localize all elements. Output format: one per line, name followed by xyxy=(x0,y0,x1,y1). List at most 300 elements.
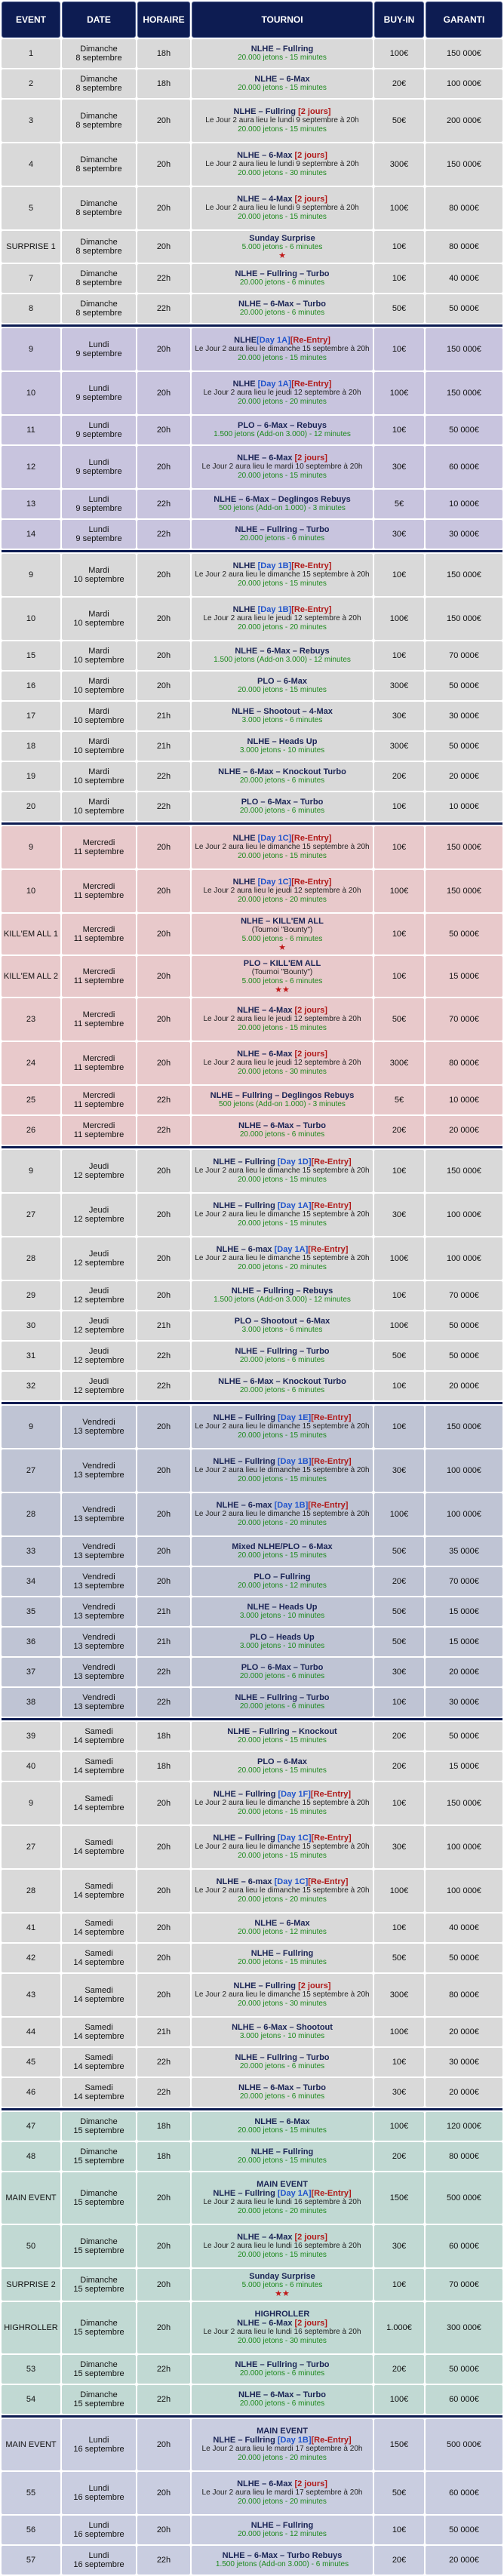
tournament-note: Le Jour 2 aura lieu le dimanche 15 septembre à 20h xyxy=(195,1843,370,1851)
tournament-cell xyxy=(192,554,373,596)
table-row xyxy=(2,39,502,68)
date-month: 15 septembre xyxy=(73,2246,124,2255)
buyin-cell: 30€ xyxy=(374,520,424,549)
date-month: 13 septembre xyxy=(73,1551,124,1560)
tournament-format: NLHE – 6-Max xyxy=(237,2319,295,2328)
date-cell xyxy=(62,2112,136,2141)
time-cell: 22h xyxy=(137,1688,190,1717)
tournament-name xyxy=(195,677,370,686)
time-cell: 21h xyxy=(137,1311,190,1340)
time-cell: 20h xyxy=(137,1493,190,1535)
tournament-cell xyxy=(192,294,373,323)
header-buyin: BUY-IN xyxy=(374,2,424,38)
tournament-format: NLHE – 4-Max xyxy=(237,1006,295,1015)
date-cell xyxy=(62,1914,136,1942)
table-row xyxy=(2,520,502,549)
tournament-note: Le Jour 2 aura lieu le dimanche 15 septembre à 20h xyxy=(195,1510,370,1518)
event-cell: 33 xyxy=(2,1537,60,1566)
tournament-format: NLHE – KILL'EM ALL xyxy=(241,916,324,926)
date-cell xyxy=(62,69,136,98)
date-month: 9 septembre xyxy=(75,504,122,513)
date-month: 14 septembre xyxy=(73,1928,124,1937)
buyin-cell: 1.000€ xyxy=(374,2302,424,2353)
date-day: Dimanche xyxy=(80,269,118,278)
date-month: 12 septembre xyxy=(73,1386,124,1395)
date-month: 13 septembre xyxy=(73,1514,124,1523)
date-month: 13 septembre xyxy=(73,1672,124,1681)
date-day: Mercredi xyxy=(82,882,115,891)
tournament-name xyxy=(195,300,370,309)
tournament-format: NLHE – Fullring xyxy=(213,1790,278,1799)
day-label: [Day 1C] xyxy=(257,878,292,887)
garanti-cell: 150 000€ xyxy=(426,826,502,868)
schedule-body xyxy=(2,39,502,2574)
date-cell xyxy=(62,490,136,518)
table-row xyxy=(2,2516,502,2544)
tournament-format: NLHE – 6-Max – Shootout xyxy=(232,2023,333,2032)
table-row xyxy=(2,702,502,730)
stack-info: 20.000 jetons - 12 minutes xyxy=(238,2530,327,2538)
event-cell: 54 xyxy=(2,2385,60,2414)
day-label: [Day 1A] xyxy=(277,1201,312,1210)
event-cell: 34 xyxy=(2,1567,60,1596)
stack-info: 20.000 jetons - 20 minutes xyxy=(238,398,327,406)
tournament-name xyxy=(195,45,370,54)
table-row xyxy=(2,1086,502,1114)
time-cell: 20h xyxy=(137,1567,190,1596)
table-row xyxy=(2,328,502,370)
reentry-label: [2 jours] xyxy=(294,195,327,204)
garanti-cell: 30 000€ xyxy=(426,520,502,549)
tournament-cell xyxy=(192,2018,373,2046)
time-cell: 20h xyxy=(137,554,190,596)
tournament-cell xyxy=(192,1688,373,1717)
garanti-cell: 150 000€ xyxy=(426,870,502,912)
reentry-label: [Re-Entry] xyxy=(291,561,332,570)
date-day: Mardi xyxy=(88,798,109,807)
event-cell: 9 xyxy=(2,1782,60,1824)
tournament-name xyxy=(195,917,370,926)
event-cell: 1 xyxy=(2,39,60,68)
tournament-cell xyxy=(192,2546,373,2574)
time-cell: 20h xyxy=(137,446,190,488)
buyin-cell: 150€ xyxy=(374,2419,424,2470)
date-day: Jeudi xyxy=(88,1250,109,1259)
reentry-label: [Re-Entry] xyxy=(291,605,332,614)
stack-info: 3.000 jetons - 10 minutes xyxy=(239,1612,325,1620)
date-cell xyxy=(62,520,136,549)
tournament-cell xyxy=(192,1870,373,1912)
stack-info: 20.000 jetons - 15 minutes xyxy=(238,2126,327,2135)
tournament-name xyxy=(195,453,370,463)
buyin-cell: 100€ xyxy=(374,1311,424,1340)
tournament-format: NLHE – Fullring xyxy=(250,2521,314,2530)
reentry-label: [Re-Entry] xyxy=(308,1501,349,1510)
tournament-name xyxy=(195,234,370,243)
tournament-cell xyxy=(192,732,373,761)
tournament-name xyxy=(195,107,370,116)
date-month: 10 septembre xyxy=(73,807,124,816)
tournament-format: PLO – 6-Max – Turbo xyxy=(241,1663,324,1672)
date-day: Lundi xyxy=(88,384,109,393)
tournament-note: (Tournoi "Bounty") xyxy=(251,925,313,934)
group-separator xyxy=(2,2415,502,2418)
tournament-format: NLHE xyxy=(234,336,257,345)
garanti-cell: 150 000€ xyxy=(426,328,502,370)
tournament-format: NLHE – Fullring xyxy=(213,1157,278,1167)
table-row xyxy=(2,2048,502,2076)
date-month: 14 septembre xyxy=(73,2092,124,2101)
tournament-cell xyxy=(192,143,373,186)
garanti-cell: 20 000€ xyxy=(426,2018,502,2046)
garanti-cell: 200 000€ xyxy=(426,100,502,142)
tournament-format: PLO – Heads Up xyxy=(250,1633,315,1642)
tournament-format: PLO – Fullring xyxy=(254,1572,311,1582)
garanti-cell: 10 000€ xyxy=(426,792,502,821)
date-month: 8 septembre xyxy=(75,309,122,318)
tournament-format: NLHE – 6-Max xyxy=(254,75,310,84)
date-month: 9 septembre xyxy=(75,534,122,543)
date-cell xyxy=(62,294,136,323)
tournament-note: Le Jour 2 aura lieu le dimanche 15 septembre à 20h xyxy=(195,1422,370,1431)
date-cell xyxy=(62,1782,136,1824)
separator-cell xyxy=(2,1146,502,1148)
tournament-name xyxy=(195,737,370,746)
event-cell: 30 xyxy=(2,1311,60,1340)
date-month: 8 septembre xyxy=(75,278,122,287)
event-cell: 45 xyxy=(2,2048,60,2076)
stack-info: 5.000 jetons - 6 minutes xyxy=(241,2280,323,2289)
tournament-format: NLHE – 6-Max – Rebuys xyxy=(235,647,330,656)
event-cell: 28 xyxy=(2,1237,60,1280)
event-cell: MAIN EVENT xyxy=(2,2419,60,2470)
tournament-name xyxy=(195,2521,370,2530)
date-day: Vendredi xyxy=(82,1603,115,1612)
date-day: Samedi xyxy=(85,1919,113,1928)
tournament-note: Le Jour 2 aura lieu le jeudi 12 septembre à 20h xyxy=(203,1015,361,1023)
event-cell: 36 xyxy=(2,1628,60,1656)
time-cell: 21h xyxy=(137,1628,190,1656)
reentry-label: [2 jours] xyxy=(294,1050,327,1059)
time-cell: 22h xyxy=(137,2385,190,2414)
reentry-label: [2 jours] xyxy=(294,1006,327,1015)
tournament-name xyxy=(195,2310,370,2328)
group-separator xyxy=(2,1718,502,1720)
garanti-cell: 100 000€ xyxy=(426,1493,502,1535)
group-separator xyxy=(2,1146,502,1148)
stack-info: 20.000 jetons - 20 minutes xyxy=(238,1895,327,1904)
table-row xyxy=(2,2419,502,2470)
table-row xyxy=(2,2472,502,2514)
date-cell xyxy=(62,1342,136,1370)
tournament-name xyxy=(195,1757,370,1766)
date-day: Mercredi xyxy=(82,1010,115,1019)
date-month: 8 septembre xyxy=(75,208,122,217)
time-cell: 20h xyxy=(137,328,190,370)
event-cell: 9 xyxy=(2,1406,60,1448)
date-cell xyxy=(62,956,136,997)
time-cell: 20h xyxy=(137,1870,190,1912)
buyin-cell: 10€ xyxy=(374,1914,424,1942)
date-cell xyxy=(62,598,136,640)
date-cell xyxy=(62,2516,136,2544)
time-cell: 20h xyxy=(137,956,190,997)
stack-info: 3.000 jetons - 6 minutes xyxy=(241,716,323,724)
garanti-cell: 150 000€ xyxy=(426,1782,502,1824)
tournament-note: Le Jour 2 aura lieu le jeudi 12 septembre à 20h xyxy=(203,887,361,895)
tournament-format: NLHE – Fullring xyxy=(250,45,314,54)
tournament-cell xyxy=(192,490,373,518)
garanti-cell: 10 000€ xyxy=(426,1086,502,1114)
tournament-title: MAIN EVENT xyxy=(257,2180,308,2189)
garanti-cell: 40 000€ xyxy=(426,1914,502,1942)
tournament-format: NLHE – Fullring – Knockout xyxy=(227,1727,337,1736)
garanti-cell: 50 000€ xyxy=(426,2516,502,2544)
event-cell: 12 xyxy=(2,446,60,488)
garanti-cell: 70 000€ xyxy=(426,641,502,670)
tournament-format: NLHE – Fullring xyxy=(213,1834,278,1843)
date-month: 8 septembre xyxy=(75,164,122,174)
time-cell: 22h xyxy=(137,2355,190,2384)
tournament-title: MAIN EVENT xyxy=(257,2427,308,2436)
tournament-note: Le Jour 2 aura lieu le dimanche 15 septembre à 20h xyxy=(195,1799,370,1807)
stack-info: 20.000 jetons - 15 minutes xyxy=(238,2251,327,2259)
garanti-cell: 150 000€ xyxy=(426,554,502,596)
tournament-format: PLO – Shootout – 6-Max xyxy=(234,1317,330,1326)
tournament-format: NLHE – Fullring xyxy=(233,1981,299,1990)
date-cell xyxy=(62,1658,136,1686)
date-cell xyxy=(62,732,136,761)
event-cell: 16 xyxy=(2,672,60,700)
table-row xyxy=(2,187,502,229)
event-cell: 19 xyxy=(2,762,60,791)
stack-info: 3.000 jetons - 10 minutes xyxy=(239,2032,325,2040)
date-day: Dimanche xyxy=(80,238,118,247)
tournament-name xyxy=(195,1006,370,1015)
tournament-name xyxy=(195,2272,370,2281)
buyin-cell: 300€ xyxy=(374,1042,424,1084)
reentry-label: [2 jours] xyxy=(294,2233,327,2242)
event-cell: 57 xyxy=(2,2546,60,2574)
tournament-format: NLHE – 6-Max xyxy=(237,1050,295,1059)
date-month: 11 septembre xyxy=(73,1130,124,1139)
table-row xyxy=(2,792,502,821)
stack-info: 20.000 jetons - 6 minutes xyxy=(239,534,325,543)
date-day: Samedi xyxy=(85,1838,113,1847)
date-cell xyxy=(62,2048,136,2076)
stack-info: 20.000 jetons - 20 minutes xyxy=(238,2498,327,2506)
tournament-name xyxy=(195,1603,370,1612)
table-row xyxy=(2,1042,502,1084)
tournament-format: NLHE – 4-Max xyxy=(237,195,295,204)
tournament-format: NLHE – Fullring xyxy=(250,2147,314,2156)
garanti-cell: 60 000€ xyxy=(426,446,502,488)
reentry-label: [2 jours] xyxy=(298,107,331,116)
stack-info: 20.000 jetons - 15 minutes xyxy=(238,213,327,221)
time-cell: 22h xyxy=(137,490,190,518)
time-cell: 22h xyxy=(137,2048,190,2076)
stack-info: 20.000 jetons - 6 minutes xyxy=(239,2399,325,2408)
tournament-name xyxy=(195,1663,370,1672)
date-month: 10 septembre xyxy=(73,776,124,785)
date-cell xyxy=(62,1116,136,1145)
date-month: 10 septembre xyxy=(73,619,124,628)
table-row xyxy=(2,1628,502,1656)
table-row xyxy=(2,2112,502,2141)
garanti-cell: 150 000€ xyxy=(426,1406,502,1448)
event-cell: KILL'EM ALL 1 xyxy=(2,914,60,954)
event-cell: 27 xyxy=(2,1449,60,1492)
buyin-cell: 50€ xyxy=(374,1537,424,1566)
buyin-cell: 20€ xyxy=(374,1752,424,1781)
stack-info: 20.000 jetons - 15 minutes xyxy=(238,2156,327,2165)
date-month: 10 septembre xyxy=(73,686,124,695)
buyin-cell: 100€ xyxy=(374,870,424,912)
tournament-note: Le Jour 2 aura lieu le dimanche 15 septembre à 20h xyxy=(195,570,370,579)
time-cell: 22h xyxy=(137,792,190,821)
tournament-format: NLHE xyxy=(232,834,258,843)
buyin-cell: 10€ xyxy=(374,2516,424,2544)
tournament-format: NLHE – Fullring xyxy=(233,107,299,116)
tournament-format: Sunday Surprise xyxy=(249,2271,315,2281)
stack-info: 20.000 jetons - 6 minutes xyxy=(239,1702,325,1711)
tournament-name xyxy=(195,2023,370,2032)
stack-info: 20.000 jetons - 15 minutes xyxy=(238,579,327,588)
header-tournoi: TOURNOI xyxy=(192,2,373,38)
event-cell: 10 xyxy=(2,372,60,414)
tournament-cell xyxy=(192,1116,373,1145)
day-label: [Day 1B] xyxy=(277,1457,312,1466)
buyin-cell: 5€ xyxy=(374,490,424,518)
table-row xyxy=(2,416,502,444)
tournament-note: Le Jour 2 aura lieu le mardi 17 septembre à 20h xyxy=(201,2488,363,2497)
buyin-cell: 100€ xyxy=(374,372,424,414)
tournament-name xyxy=(195,1877,370,1886)
event-cell: 9 xyxy=(2,1150,60,1192)
event-cell: 42 xyxy=(2,1944,60,1972)
time-cell: 20h xyxy=(137,2472,190,2514)
buyin-cell: 100€ xyxy=(374,2018,424,2046)
event-cell: MAIN EVENT xyxy=(2,2172,60,2224)
tournament-cell xyxy=(192,1493,373,1535)
star-icon: ★ xyxy=(278,251,286,260)
tournament-format: PLO – 6-Max xyxy=(257,1757,308,1766)
time-cell: 21h xyxy=(137,702,190,730)
event-cell: 15 xyxy=(2,641,60,670)
table-row xyxy=(2,1372,502,1400)
stack-info: 5.000 jetons - 6 minutes xyxy=(241,242,323,251)
stack-info: 20.000 jetons - 6 minutes xyxy=(239,278,325,287)
date-day: Dimanche xyxy=(80,2360,118,2369)
time-cell: 20h xyxy=(137,1406,190,1448)
tournament-format: NLHE – 6-Max – Deglingos Rebuys xyxy=(214,495,351,504)
tournament-name xyxy=(195,1949,370,1958)
buyin-cell: 30€ xyxy=(374,1449,424,1492)
day-label: [Day 1A] xyxy=(257,336,290,345)
date-day: Mercredi xyxy=(82,1091,115,1100)
date-cell xyxy=(62,2018,136,2046)
time-cell: 20h xyxy=(137,1944,190,1972)
date-month: 9 septembre xyxy=(75,393,122,402)
date-month: 15 septembre xyxy=(73,2399,124,2408)
tournament-name xyxy=(195,2551,370,2560)
date-day: Samedi xyxy=(85,2083,113,2092)
tournament-note: Le Jour 2 aura lieu le dimanche 15 septembre à 20h xyxy=(195,843,370,851)
day-label: [Day 1A] xyxy=(257,380,292,389)
date-cell xyxy=(62,2142,136,2171)
tournament-name xyxy=(195,1572,370,1582)
date-cell xyxy=(62,264,136,293)
garanti-cell: 80 000€ xyxy=(426,187,502,229)
stack-info: 500 jetons (Add-on 1.000) - 3 minutes xyxy=(219,504,346,512)
tournament-name xyxy=(195,2233,370,2242)
date-day: Dimanche xyxy=(80,300,118,309)
date-month: 14 septembre xyxy=(73,1803,124,1812)
tournament-cell xyxy=(192,1406,373,1448)
date-cell xyxy=(62,1194,136,1236)
date-day: Dimanche xyxy=(80,2189,118,2198)
buyin-cell: 300€ xyxy=(374,1974,424,2016)
tournament-name xyxy=(195,1317,370,1326)
date-month: 10 septembre xyxy=(73,716,124,725)
separator-cell xyxy=(2,550,502,552)
tournament-format: NLHE – Fullring – Rebuys xyxy=(231,1286,333,1296)
tournament-format: NLHE – 6-Max – Turbo xyxy=(238,2083,326,2092)
date-day: Vendredi xyxy=(82,1572,115,1582)
tournament-format: PLO – 6-Max – Turbo xyxy=(241,798,324,807)
garanti-cell: 70 000€ xyxy=(426,1567,502,1596)
time-cell: 20h xyxy=(137,2302,190,2353)
tournament-name xyxy=(195,495,370,504)
garanti-cell: 50 000€ xyxy=(426,1722,502,1751)
buyin-cell: 10€ xyxy=(374,416,424,444)
date-cell xyxy=(62,672,136,700)
event-cell: 10 xyxy=(2,870,60,912)
stack-info: 1.500 jetons (Add-on 3.000) - 12 minutes xyxy=(214,430,351,438)
tournament-cell xyxy=(192,1722,373,1751)
garanti-cell: 10 000€ xyxy=(426,490,502,518)
date-cell xyxy=(62,1150,136,1192)
buyin-cell: 20€ xyxy=(374,762,424,791)
table-row xyxy=(2,672,502,700)
tournament-name xyxy=(195,2479,370,2488)
tournament-name xyxy=(195,1501,370,1510)
time-cell: 20h xyxy=(137,1194,190,1236)
table-row xyxy=(2,1914,502,1942)
table-row xyxy=(2,1658,502,1686)
table-row xyxy=(2,1752,502,1781)
date-cell xyxy=(62,1974,136,2016)
tournament-name xyxy=(195,647,370,656)
tournament-note: Le Jour 2 aura lieu le jeudi 12 septembre à 20h xyxy=(203,614,361,622)
date-day: Samedi xyxy=(85,2053,113,2062)
tournament-format: NLHE – 6-Max – Turbo xyxy=(238,1121,326,1130)
date-day: Mercredi xyxy=(82,1121,115,1130)
table-row xyxy=(2,1870,502,1912)
stack-info: 20.000 jetons - 15 minutes xyxy=(238,1852,327,1860)
buyin-cell: 50€ xyxy=(374,1944,424,1972)
date-month: 11 septembre xyxy=(73,934,124,943)
date-cell xyxy=(62,2355,136,2384)
tournament-format: NLHE – Fullring – Turbo xyxy=(235,2053,330,2062)
date-cell xyxy=(62,2172,136,2224)
tournament-note: Le Jour 2 aura lieu le dimanche 15 septembre à 20h xyxy=(195,1167,370,1175)
date-day: Jeudi xyxy=(88,1317,109,1326)
date-day: Mercredi xyxy=(82,838,115,847)
event-cell: 43 xyxy=(2,1974,60,2016)
table-row xyxy=(2,446,502,488)
garanti-cell: 100 000€ xyxy=(426,1449,502,1492)
